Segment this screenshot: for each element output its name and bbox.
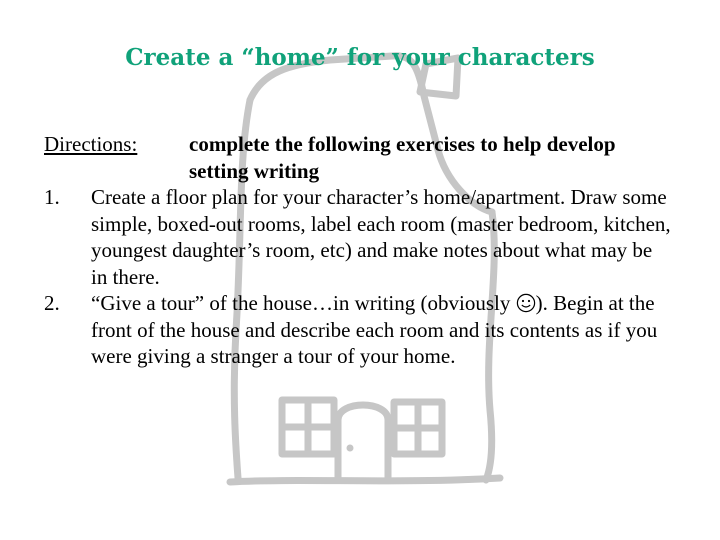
instructions-body — [44, 131, 684, 370]
item-text-before-icon: “Give a tour” of the house…in writing (obviously — [91, 291, 516, 315]
item-number: 2. — [44, 291, 60, 315]
list-item — [44, 290, 684, 370]
house-door — [338, 405, 388, 480]
item-text-after-icon: ). Begin at the front of the house and describe each room and its contents as if you were giving a stranger a tour of your home. — [91, 291, 658, 368]
item-number: 1. — [44, 185, 60, 209]
house-ground — [230, 478, 500, 482]
directions-text: complete the following exercises to help develop setting writing — [189, 132, 616, 183]
directions-label: Directions: — [44, 132, 138, 156]
item-text: Create a floor plan for your character’s home/apartment. Draw some simple, boxed-out rooms, label each room (master bedroom, kitchen, youngest daughter’s room, etc) and make notes about what may be in there. — [91, 185, 671, 289]
directions-row — [44, 131, 684, 184]
item-text — [91, 290, 671, 370]
smiley-face-icon — [516, 293, 536, 313]
list-item — [44, 184, 684, 290]
page-title: Create a “home” for your characters — [125, 44, 595, 71]
